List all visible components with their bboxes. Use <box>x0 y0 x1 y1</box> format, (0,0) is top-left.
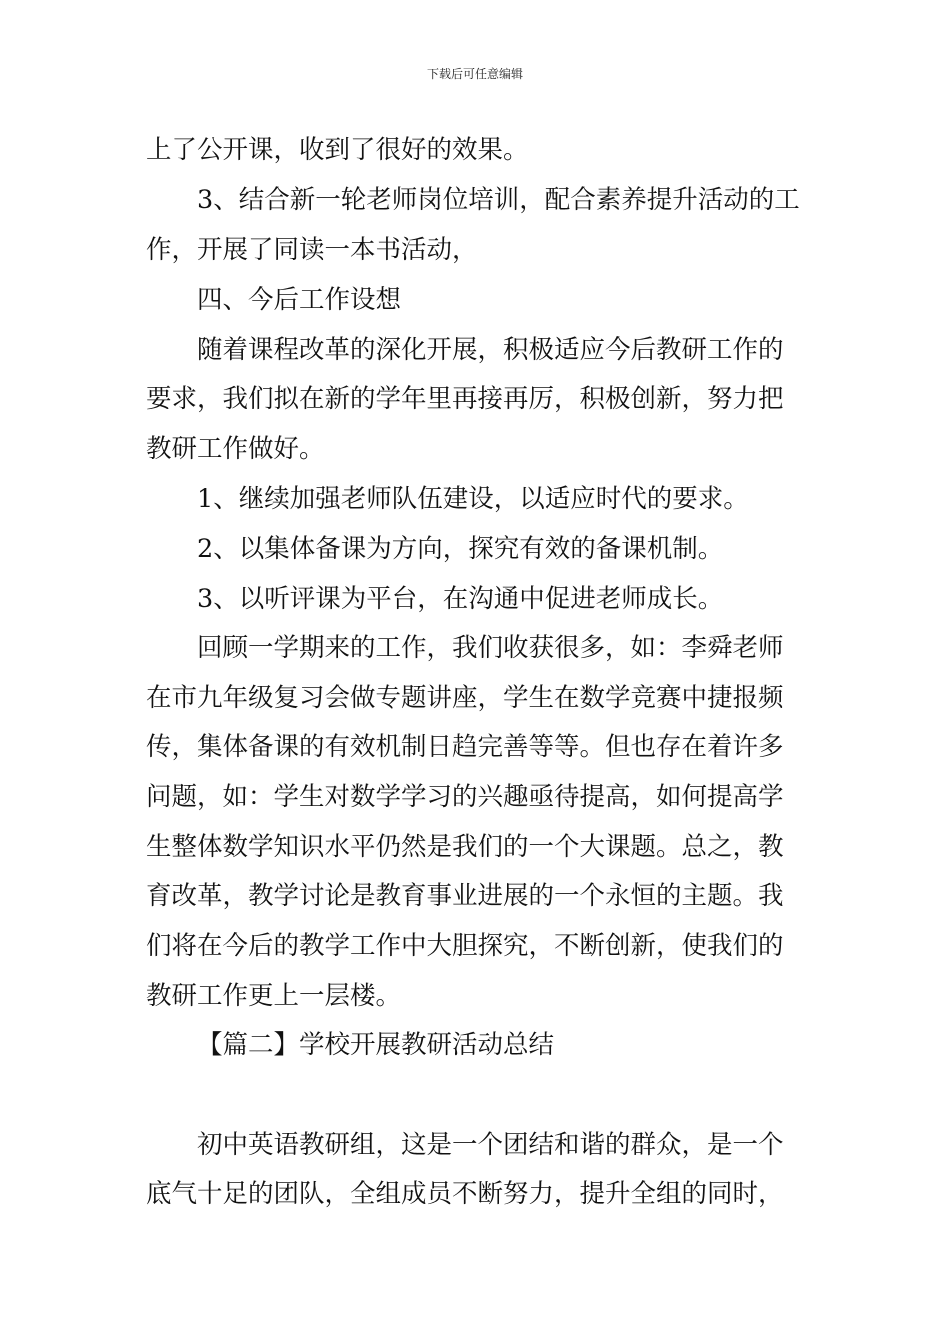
text-line: 初中英语教研组，这是一个团结和谐的群众，是一个 <box>197 1130 784 1160</box>
text-line: 随着课程改革的深化开展，积极适应今后教研工作的 <box>197 335 784 365</box>
section-heading: 四、今后工作设想 <box>197 285 402 315</box>
text-line: 3、以听评课为平台，在沟通中促进老师成长。 <box>197 584 724 614</box>
section-heading: 【篇二】学校开展教研活动总结 <box>197 1030 555 1060</box>
text-line: 教研工作更上一层楼。 <box>146 981 402 1011</box>
text-line: 育改革，教学讨论是教育事业进展的一个永恒的主题。我 <box>146 881 784 911</box>
page-header: 下载后可任意编辑 <box>426 67 523 81</box>
text-line: 上了公开课，收到了很好的效果。 <box>146 135 529 165</box>
text-line: 2、以集体备课为方向，探究有效的备课机制。 <box>197 534 724 564</box>
text-line: 在市九年级复习会做专题讲座，学生在数学竞赛中捷报频 <box>146 683 784 713</box>
text-line: 1、继续加强老师队伍建设，以适应时代的要求。 <box>197 484 749 514</box>
text-line: 要求，我们拟在新的学年里再接再厉，积极创新，努力把 <box>146 384 784 414</box>
text-line: 回顾一学期来的工作，我们收获很多，如：李舜老师 <box>197 633 784 663</box>
text-line: 问题，如：学生对数学学习的兴趣亟待提高，如何提高学 <box>146 782 784 812</box>
text-line: 底气十足的团队，全组成员不断努力，提升全组的同时， <box>146 1179 784 1209</box>
text-line: 3、结合新一轮老师岗位培训，配合素养提升活动的工 <box>197 185 800 215</box>
text-line: 生整体数学知识水平仍然是我们的一个大课题。总之，教 <box>146 832 784 862</box>
text-line: 们将在今后的教学工作中大胆探究，不断创新，使我们的 <box>146 931 784 961</box>
text-line: 教研工作做好。 <box>146 434 325 464</box>
text-line: 作，开展了同读一本书活动， <box>146 235 478 265</box>
text-line: 传，集体备课的有效机制日趋完善等等。但也存在着许多 <box>146 732 784 762</box>
